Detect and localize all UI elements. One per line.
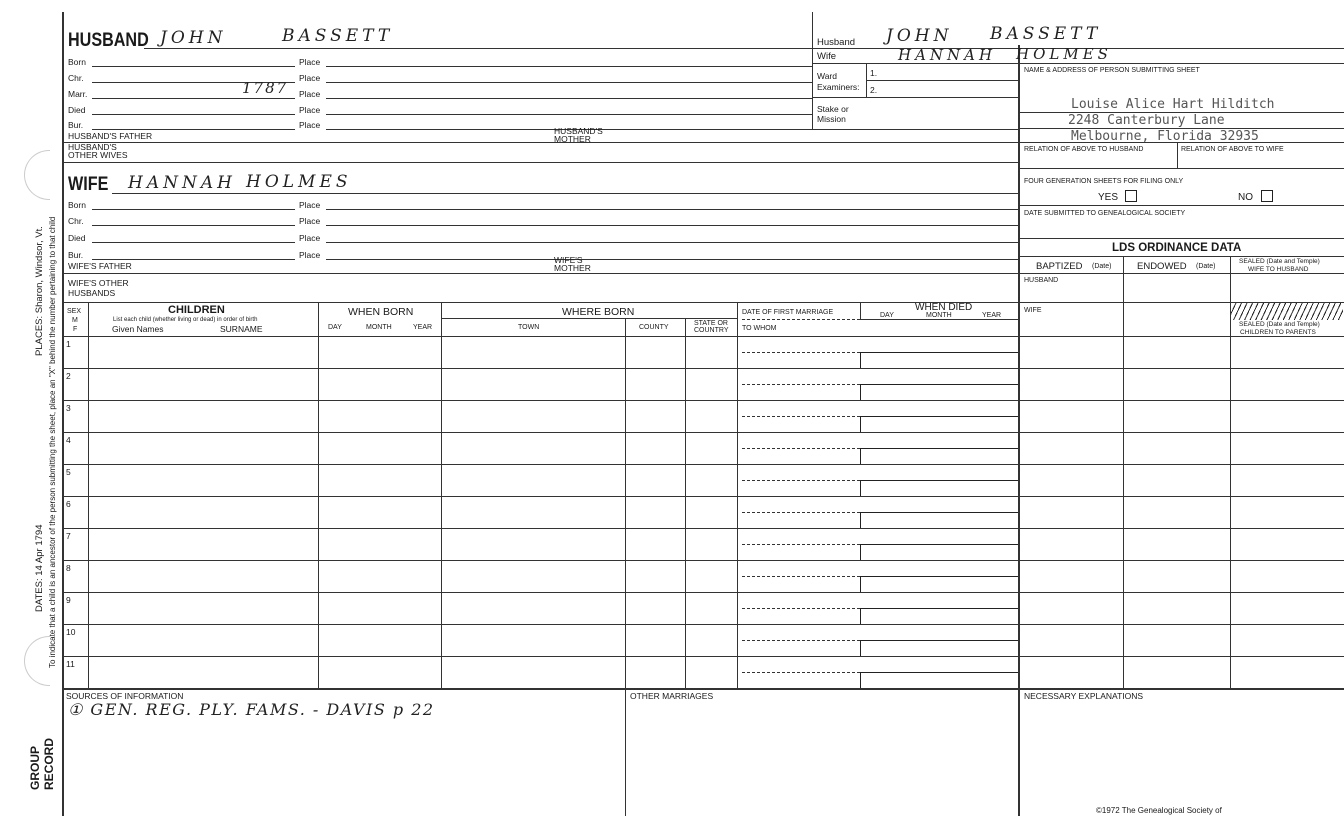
header-divider [812,12,813,130]
children-when-born: WHEN BORN [348,306,414,318]
children-born-day: DAY [328,324,342,331]
children-col-county [625,318,626,688]
punch-hole-top [24,150,50,200]
header-wife-line [812,63,1344,64]
header-ward-label: Ward [817,71,837,81]
children-state-1: STATE OR [694,320,728,327]
child-row-line [62,368,1344,369]
wife-chr-line [92,225,295,226]
header-stake-label-1: Stake or [817,104,849,114]
husband-other-wives-1: HUSBAND'S [68,142,117,152]
child-marriage-dash [742,672,860,673]
children-header-bottom [62,336,1018,337]
group-record-2: RECORD [42,737,56,790]
husband-surname[interactable]: BASSETT [282,26,394,46]
left-border [62,12,64,816]
children-died-year: YEAR [982,312,1002,319]
lds-husband: HUSBAND [1024,277,1059,284]
lds-wife-line [1018,336,1344,337]
husband-marr-label: Marr. [68,89,88,99]
footer-top-line [62,688,1344,690]
header-wife-given[interactable]: HANNAH [898,46,997,64]
husband-marr-place-line [326,98,812,99]
husband-parents-line [62,142,1018,143]
header-wife-surname[interactable]: HOLMES [1016,45,1112,63]
child-marriage-dash [742,544,860,545]
lds-wife: WIFE [1024,307,1042,314]
child-died-box [860,544,1018,560]
lds-sealed-children-1: SEALED (Date and Temple) [1239,321,1320,328]
children-col-marriage [737,302,738,688]
child-row-line [62,592,1344,593]
sources-label: SOURCES OF INFORMATION [66,691,184,701]
child-row-line [62,496,1344,497]
header-examiner-1: 1. [870,68,878,78]
child-died-box [860,448,1018,464]
child-row-number: 10 [66,627,76,637]
lds-sealed-2: WIFE TO HUSBAND [1248,266,1309,273]
wife-chr-place-label: Place [299,216,321,226]
child-row-number: 11 [66,659,75,669]
lds-sealed-1: SEALED (Date and Temple) [1239,258,1320,265]
children-town: TOWN [518,324,540,331]
child-marriage-dash [742,608,860,609]
relation-bottom [1018,168,1344,169]
children-born-year: YEAR [413,324,433,331]
header-examiners-label: Examiners: [817,82,860,92]
child-row-line [62,432,1344,433]
four-gen-label: FOUR GENERATION SHEETS FOR FILING ONLY [1024,178,1184,185]
punch-hole-bottom [24,636,50,686]
husband-marr-line [92,98,295,99]
child-row-line [62,560,1344,561]
husband-died-place-label: Place [299,105,321,115]
child-row-number: 2 [66,371,71,381]
submitter-city[interactable]: Melbourne, Florida 32935 [1071,129,1259,144]
relation-husband-label: RELATION OF ABOVE TO HUSBAND [1024,146,1144,153]
children-where-born: WHERE BORN [562,306,635,318]
sources-text[interactable]: ① GEN. REG. PLY. FAMS. - DAVIS p 22 [68,700,435,719]
children-first-marriage: DATE OF FIRST MARRIAGE [742,309,834,316]
group-record-1: GROUP [28,745,42,790]
relation-wife-label: RELATION OF ABOVE TO WIFE [1181,146,1284,153]
children-title: CHILDREN [168,304,225,316]
child-marriage-dash [742,448,860,449]
wife-mother-label-1: WIFE'S [554,255,583,265]
header-wife-label: Wife [817,51,836,62]
husband-marr-place-label: Place [299,89,321,99]
children-state-2: COUNTRY [694,327,729,334]
footer-divider [625,688,626,816]
necessary-explanations-label: NECESSARY EXPLANATIONS [1024,691,1144,701]
wife-surname[interactable]: HOLMES [246,172,352,192]
children-county: COUNTY [639,324,669,331]
child-died-box [860,608,1018,624]
child-row-line [62,624,1344,625]
child-row-number: 4 [66,435,71,445]
lds-endowed: ENDOWED [1137,261,1187,272]
husband-mother-label-1: HUSBAND'S [554,126,603,136]
right-column-divider [1018,45,1020,816]
margin-instruction: To indicate that a child is an ancestor of the person submitting the sheet, place an "X" behind the number pertaining to that child [48,216,57,668]
submitter-label: NAME & ADDRESS OF PERSON SUBMITTING SHEET [1024,67,1200,74]
other-marriages-label: OTHER MARRIAGES [630,691,714,701]
children-to-whom: TO WHOM [742,325,777,332]
wife-died-place-label: Place [299,233,321,243]
header-box-bottom [812,129,1018,130]
children-died-day: DAY [880,312,894,319]
child-row-number: 1 [66,339,71,349]
husband-chr-label: Chr. [68,73,84,83]
wife-born-label: Born [68,200,86,210]
no-label: NO [1238,192,1253,203]
wife-died-place-line [326,242,1018,243]
wife-bur-place-label: Place [299,250,321,260]
header-husband-given[interactable]: JOHN [886,26,953,46]
children-given-names: Given Names [112,324,164,334]
child-marriage-dash [742,512,860,513]
child-died-box [860,672,1018,688]
child-died-box [860,640,1018,656]
wife-died-label: Died [68,233,86,243]
yes-label: YES [1098,192,1119,203]
child-died-box [860,384,1018,400]
husband-chr-place-line [326,82,812,83]
children-col-state [685,318,686,688]
children-died-month: MONTH [926,312,952,319]
child-marriage-dash [742,384,860,385]
husband-marriage-year[interactable]: 1787 [242,79,289,97]
child-row-number: 8 [66,563,71,573]
wife-chr-place-line [326,225,1018,226]
wife-parents-line [62,273,1018,274]
husband-bur-line [92,129,295,130]
date-submitted-label: DATE SUBMITTED TO GENEALOGICAL SOCIETY [1024,210,1186,217]
husband-bur-place-label: Place [299,120,321,130]
children-m: M [72,317,78,324]
header-stake-label-2: Mission [817,114,846,124]
child-died-box [860,512,1018,528]
yes-checkbox[interactable] [1125,190,1137,202]
margin-places: PLACES: Sharon, Windsor, Vt. [34,226,45,356]
child-row-number: 7 [66,531,71,541]
children-where-subline [441,318,737,319]
child-marriage-dash [742,352,860,353]
child-row-number: 3 [66,403,71,413]
child-marriage-dash [742,640,860,641]
margin-dates: DATES: 14 Apr 1794 [34,524,45,612]
header-husband-label: Husband [817,37,856,48]
child-died-box [860,352,1018,368]
wife-died-line [92,242,295,243]
wife-born-place-line [326,209,1018,210]
lds-sealed-children-2: CHILDREN TO PARENTS [1240,329,1316,336]
wife-mother-label-2: MOTHER [554,263,591,273]
submitter-street[interactable]: 2248 Canterbury Lane [1068,113,1225,128]
wife-other-husbands-1: WIFE'S OTHER [68,278,129,288]
child-row-line [62,656,1344,657]
four-gen-bottom [1018,205,1344,206]
wife-name-line [112,193,1018,194]
husband-chr-place-label: Place [299,73,321,83]
relation-divider [1177,142,1178,168]
children-instruction: List each child (whether living or dead) in order of birth [113,317,258,323]
husband-father-label: HUSBAND'S FATHER [68,131,153,141]
header-examiner-2: 2. [870,85,878,95]
husband-died-place-line [326,114,812,115]
child-marriage-dash [742,576,860,577]
husband-name-line [144,48,812,49]
child-row-number: 6 [66,499,71,509]
children-sex-divider [88,302,89,688]
husband-born-label: Born [68,57,86,67]
child-row-line [62,400,1344,401]
husband-mother-label-2: MOTHER [554,134,591,144]
child-died-box [860,576,1018,592]
husband-bur-label: Bur. [68,120,84,130]
wife-born-line [92,209,295,210]
husband-heading: HUSBAND [68,30,149,51]
child-row-number: 9 [66,595,71,605]
husband-given-name[interactable]: JOHN [160,28,227,48]
child-died-box [860,480,1018,496]
husband-born-line [92,66,295,67]
lds-title-line [1018,256,1344,257]
husband-other-wives-2: OTHER WIVES [68,150,128,160]
submitter-bottom [1018,142,1344,143]
lds-baptized-date: (Date) [1092,263,1112,270]
wife-chr-label: Chr. [68,216,84,226]
header-examiners-line [812,97,1018,98]
copyright: ©1972 The Genealogical Society of [1096,806,1222,815]
husband-born-place-label: Place [299,57,321,67]
child-row-number: 5 [66,467,71,477]
lds-endowed-date: (Date) [1196,263,1216,270]
children-born-month: MONTH [366,324,392,331]
children-header-dash [742,319,860,320]
husband-died-line [92,114,295,115]
lds-header-line [1018,273,1344,274]
child-died-box [860,416,1018,432]
header-husband-surname[interactable]: BASSETT [990,24,1102,44]
wife-bur-label: Bur. [68,250,84,260]
child-row-line [62,464,1344,465]
children-when-died: WHEN DIED [915,302,973,313]
wife-given-name[interactable]: HANNAH [128,173,236,193]
child-row-line [62,528,1344,529]
wife-bur-line [92,259,295,260]
husband-born-place-line [326,66,812,67]
header-examiner-line-1 [866,80,1018,81]
lds-baptized: BAPTIZED [1036,261,1083,272]
husband-died-label: Died [68,105,86,115]
wife-other-husbands-2: HUSBANDS [68,288,116,298]
lds-title: LDS ORDINANCE DATA [1112,242,1242,254]
no-checkbox[interactable] [1261,190,1273,202]
wife-bur-place-line [326,259,1018,260]
children-col-born [318,302,319,688]
children-f: F [73,326,78,333]
child-marriage-dash [742,416,860,417]
children-sex: SEX [67,308,82,315]
wife-father-label: WIFE'S FATHER [68,261,132,271]
children-surname: SURNAME [220,324,263,334]
submitter-name[interactable]: Louise Alice Hart Hilditch [1071,97,1275,112]
husband-section-bottom [62,162,1018,163]
wife-heading: WIFE [68,174,109,195]
children-col-where [441,302,442,688]
lds-hatched-cell [1231,303,1343,320]
child-marriage-dash [742,480,860,481]
date-submitted-bottom [1018,238,1344,239]
wife-born-place-label: Place [299,200,321,210]
